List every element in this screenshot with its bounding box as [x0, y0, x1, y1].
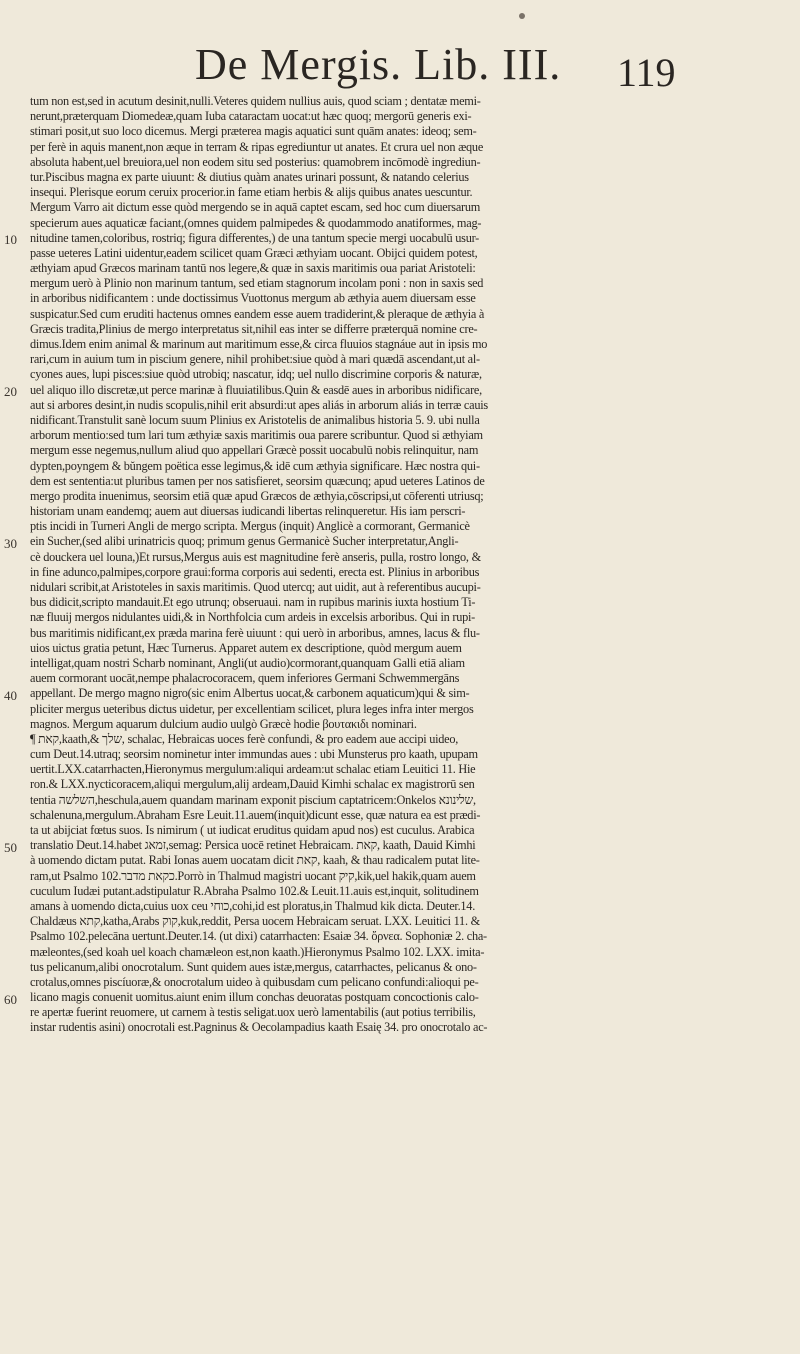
text-line: æthyiam apud Græcos marinam tantū nos legere,& quæ in saxis maritimis oua pariat Aristoteli:	[30, 261, 476, 276]
text-line: in arboribus nidificantem : unde doctissimus Vuottonus mergum ab æthyia auem diuersam esse	[30, 291, 476, 306]
text-line: tus pelicanum,alibi onocrotalum. Sunt quidem aues istæ,mergus, catarrhactes, pelicanus & ono-	[30, 959, 477, 974]
text-line: ram,ut Psalmo 102.כקאת מדבר.Porrò in Thalmud magistri uocant קיק,kik,uel hakik,quam auem	[30, 868, 476, 883]
text-line: mergum esse negemus,nullum aliud quo appellari Græcè possit uocabulū nobis relinquitur, nam	[30, 443, 479, 458]
text-line: dem est sententia:ut pluribus tamen per nos satisfieret, seorsim quæcunq; apud ueteres Latinos de	[30, 473, 485, 488]
text-line: suspicatur.Sed cum eruditi hactenus omnes eandem esse auem tradiderint,& pleraque de æthyia à	[30, 306, 485, 321]
text-line: tur.Piscibus magna ex parte uiuunt: & diutius quàm anates urinari possunt, & natando celerius	[30, 169, 469, 184]
text-line: mergo prodita inuenimus, seorsim etiā quæ apud Græcos de æthyia,cōscripsi,ut cōferenti utriusq;	[30, 488, 484, 503]
text-line: auem cormorant uocāt,nempe phalacrocoracem, quem inferiores Germani Schwemmergāns	[30, 671, 460, 686]
text-line: cum Deut.14.utraq; seorsim nominetur inter immundas aues : ubi Munsterus pro kaath, upupam	[30, 747, 478, 762]
ink-speck	[519, 13, 525, 19]
text-line: ta ut abijciat fœtus suos. Is nimirum ( ut iudicat eruditus quidam apud nos) est cuculus. Arabica	[30, 823, 475, 837]
text-line: tentia השלשה,heschula,auem quandam marinam exponit piscium captatricem:Onkelos שלינונא,	[30, 792, 476, 807]
text-line: ein Sucher,(sed alibi urinatricis quoq; primum genus Germanicè Sucher interpretatur,Angli-	[30, 534, 459, 549]
text-line: à uomendo dictam putat. Rabi Ionas auem uocatam dicit קאת, kaah, & thau radicalem putat lite-	[30, 853, 480, 868]
text-line: Psalmo 102.pelecāna uertunt.Deuter.14. (ut dixi) catarrhacten: Esaiæ 34. ὄρνεα. Sophoniæ 2. cha-	[30, 929, 487, 944]
text-line: nerunt,præterquam Diomedeæ,quam Iuba cataractam uocat:ut hæc quoq; mergorū generis exi-	[30, 109, 472, 124]
text-line: amans à uomendo dicta,cuius uox ceu כוחי,cohi,id est ploratus,in Thalmud kik dicta. Deuter.14.	[30, 898, 476, 913]
text-line: ron.& LXX.nycticoracem,aliqui mergulum,alij ardeam,Dauid Kimhi schalac ex magistrorū sen	[30, 777, 475, 792]
text-line: licano magis conuenit uomitus.aiunt enim illum conchas deuoratas postquam concoctionis calo-	[30, 990, 479, 1005]
text-line: aut si arbores desint,in nudis scopulis,nihil erit absurdi:ut apes aliás in arborum aliás in terræ cauis	[30, 397, 488, 412]
text-line: stimari posit,ut suo loco dicemus. Mergi præterea magis aquatici sunt quām anates: ideoq; sem-	[30, 124, 477, 139]
text-line: uel aliquo illo discretæ,ut perce marinæ à fluuiatilibus.Quin & easdē aues in arboribus nidificare,	[30, 382, 482, 397]
text-line: schalenuna,mergulum.Abraham Esre Leuit.11.auem(inquit)dicunt esse, quæ natura ea est prædi-	[30, 807, 481, 822]
text-line: tum non est,sed in acutum desinit,nulli.Veteres quidem nullius auis, quod sciam ; dentatæ memi-	[30, 94, 481, 108]
text-line: mæleontes,(sed koah uel koach chamæleon est,non kaath.)Hieronymus Psalmo 102. LXX. imita-	[30, 944, 485, 959]
text-line: crotalus,omnes piscíuoræ,& onocrotalum uideo à quibusdam cum pelicano confundi:alioqui pe-	[30, 974, 479, 989]
text-line: magnos. Mergum aquarum dulcium audio uulgò Græcè hodie βουτακιδι nominari.	[30, 716, 417, 731]
text-line: næ fluuij mergos nidulantes uidi,& in Northfolcia cum ardeis in excelsis arboribus. Qui in rupi-	[30, 610, 476, 625]
text-line: translatio Deut.14.habet זמאג,semag: Persica uocē retinet Hebraicam. קאת, kaath, Dauid Kimhi	[30, 838, 476, 853]
text-line: insequi. Plerisque eorum ceruix procerior.in fame etiam herbis & alijs quibus anates uescuntur.	[30, 185, 473, 200]
text-line: absoluta habent,uel breuiora,uel non eodem situ sed posterius: quamobrem incōmodè ingrediun-	[30, 154, 481, 169]
body-text	[4, 94, 680, 1036]
text-line: re apertæ fuerint reuomere, ut carnem à testis seligat.uox uerò lamentabilis (aut potius terribilis,	[30, 1005, 476, 1020]
margin-line-number: 60	[4, 992, 17, 1007]
text-line: nidificant.Transtulit sanè locum suum Plinius ex Aristotelis de animalibus historia 5. 9. ubi nulla	[30, 412, 480, 427]
text-line: appellant. De mergo magno nigro(sic enim Albertus uocat,& carbonem aquaticum)qui & sim-	[30, 686, 470, 701]
text-line: nidulari scribit,at Aristoteles in saxis maritimis. Quod utercq; aut uidit, aut à referentibus aucupi-	[30, 580, 481, 594]
margin-line-number: 20	[4, 384, 17, 399]
text-line: Græcis tradita,Plinius de mergo interpretatus sit,nihil eas inter se differre præterquā nomine cre-	[30, 321, 478, 336]
text-line: bus didicit,scripto mandauit.Et ego utrunq; obseruaui. nam in rupibus marinis iuxta hostium Ti-	[30, 595, 476, 610]
text-line: pliciter mergus ueteribus dictus uidetur, per excellentiam scilicet, plura leges infra inter mergos	[30, 701, 474, 716]
text-line: ¶ קאת,kaath,& שלך, schalac, Hebraicas uoces ferè confundi, & pro eadem aue accipi uideo,	[30, 731, 459, 746]
text-line: Chaldæus קתא,katha,Arabs קוק,kuk,reddit, Persa uocem Hebraicam seruat. LXX. Leuitici 11. &	[30, 914, 480, 929]
margin-line-number: 10	[4, 232, 17, 247]
text-line: cyones aues, lupi pisces:siue quòd utrobiq; nascatur, idq; uel nullo discrimine corporis & naturæ,	[30, 367, 482, 382]
running-title: De Mergis. Lib. III.	[195, 40, 562, 89]
text-line: dypten,poyngem & bŭngem poëtica esse legimus,& idē cum æthyia significare. Hæc nostra qui-	[30, 458, 480, 473]
margin-line-number: 40	[4, 688, 17, 703]
text-line: passe ueteres Latini uidentur,eadem scilicet quam Græci æthyiam uocant. Obijci quidem potest,	[30, 245, 478, 260]
text-line: specierum aues aquaticæ faciant,(omnes quidem palmipedes & quodammodo anatiformes, mag-	[30, 215, 482, 230]
text-line: cuculum Iudæi putant.adstipulatur R.Abraha Psalmo 102.& Leuit.11.auis est,inquit, solitudinem	[30, 883, 479, 898]
margin-line-number: 50	[4, 840, 17, 855]
text-line: mergum uerò à Plinio non marinum tantum, sed etiam stagnorum incolam poni : non in saxis sed	[30, 276, 484, 291]
text-line: in fine adunco,palmipes,corpore graui:forma corporis aui sedenti, erecta est. Plinius in arboribus	[30, 564, 480, 579]
text-line: instar rudentis asini) onocrotali est.Pagninus & Oecolampadius kaath Esaię 34. pro onocrotalo ac-	[30, 1020, 488, 1035]
text-line: uios uictus gratia petunt, Hæc Turnerus. Apparet autem ex descriptione, quòd mergum auem	[30, 640, 462, 655]
margin-line-number: 30	[4, 536, 17, 551]
text-line: per ferè in aquis manent,non æque in terram & ripas egrediuntur ut anates. Et crura uel non æque	[30, 139, 484, 154]
text-line: uertit.LXX.catarrhacten,Hieronymus mergulum:aliqui ardeam:ut schalac etiam Leuitici 11. Hie	[30, 762, 476, 777]
text-line: cè douckera uel louna,)Et rursus,Mergus auis est magnitudine ferè anseris, pulla, rostro longo, &	[30, 549, 481, 564]
text-line: arborum mentio:sed tum lari tum æthyiæ saxis maritimis oua parere scribuntur. Quod si æthyiam	[30, 428, 483, 443]
text-line: Mergum Varro ait dictum esse quòd mergendo se in aquā captet escam, sed hoc cum diuersarum	[30, 200, 481, 215]
text-line: ptis incidi in Turneri Angli de mergo scripta. Mergus (inquit) Anglicè a cormorant, Germanicè	[30, 519, 470, 534]
page-number: 119	[617, 50, 676, 95]
text-line: dimus.Idem enim animal & marinum aut maritimum esse,& circa fluuios stagnáue aut in ipsis mo	[30, 337, 488, 351]
text-line: bus maritimis nidificant,ex præda marina ferè uiuunt : qui uerò in arboribus, amnes, lacus & flu-	[30, 625, 480, 640]
text-line: nitudine tamen,coloribus, rostriq; figura differentes,) de una tantum specie mergi uocabulū usur-	[30, 230, 480, 245]
text-line: rari,cum in auium tum in piscium genere, nihil prohibet:siue quòd à mari quædā ascendant,ut al-	[30, 352, 480, 367]
text-line: historiam unam eandemq; auem aut diuersas iudicandi libertas relinqueretur. His iam perscri-	[30, 504, 466, 519]
text-line: intelligat,quam nostri Scharb nominant, Angli(ut audio)cormorant,quanquam Galli etiā aliam	[30, 655, 465, 670]
